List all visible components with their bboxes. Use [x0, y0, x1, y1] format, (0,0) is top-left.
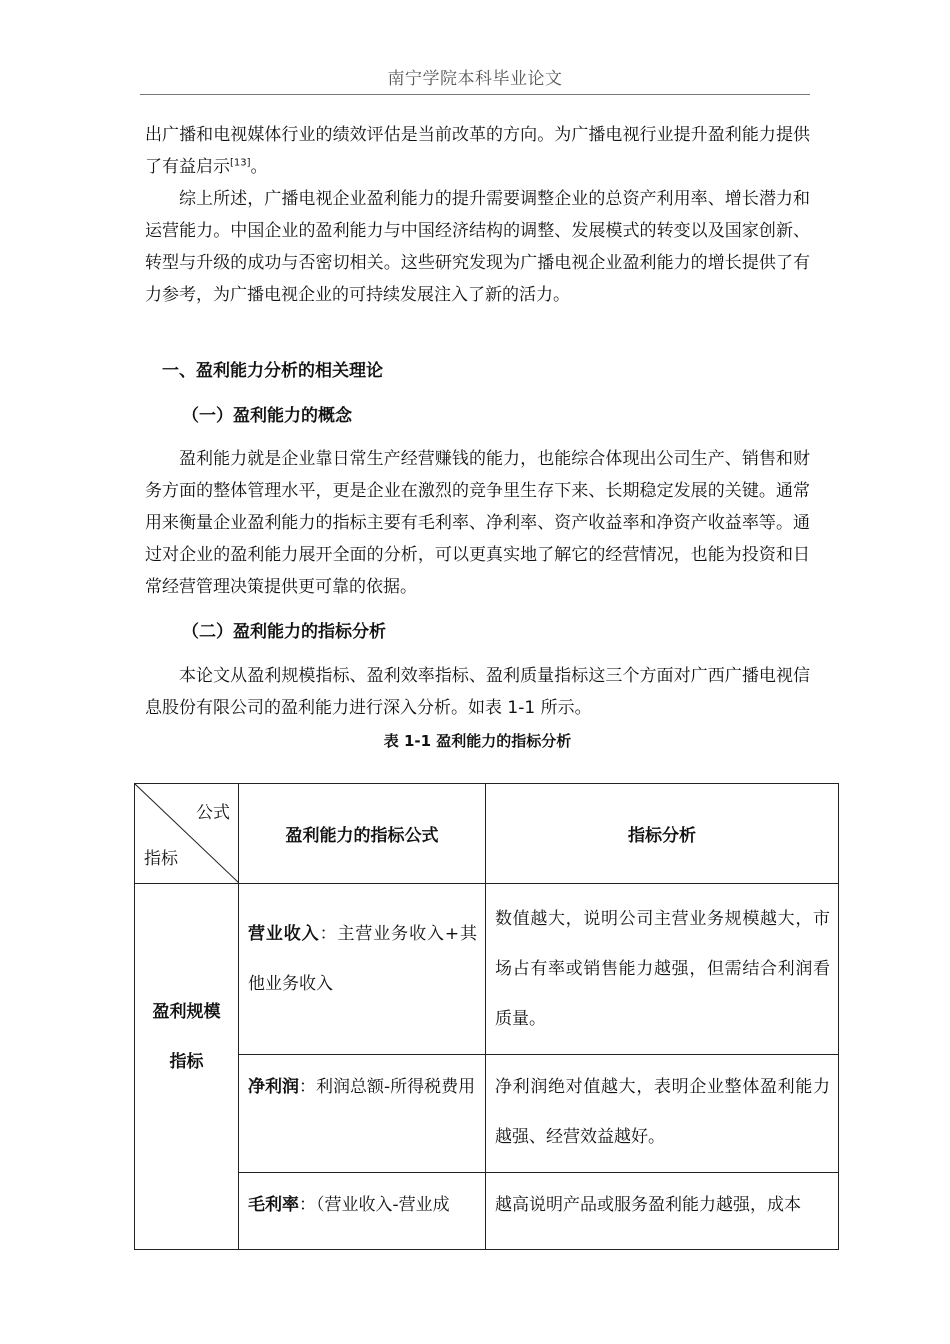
indicator-analysis: 数值越大，说明公司主营业务规模越大，市场占有率或销售能力越强，但需结合利润看质量。 — [495, 909, 830, 1029]
indicator-analysis: 越高说明产品或服务盈利能力越强，成本 — [495, 1195, 801, 1215]
corner-label-formula: 公式 — [196, 803, 230, 823]
indicator-table — [134, 783, 839, 1250]
table-row — [135, 1055, 839, 1173]
paragraph-end: 。 — [250, 157, 268, 177]
indicator-name: 营业收入 — [248, 924, 320, 944]
indicator-name: 净利润 — [248, 1077, 299, 1097]
subsection-heading-concept: （一）盈利能力的概念 — [182, 406, 352, 426]
indicator-formula: ：（营业收入-营业成 — [299, 1195, 450, 1215]
paragraph-summary: 综上所述，广播电视企业盈利能力的提升需要调整企业的总资产利用率、增长潜力和运营能力。中国企业的盈利能力与中国经济结构的调整、发展模式的转变以及国家创新、转型与升级的成功与否密切相关。这些研究发现为广播电视企业盈利能力的增长提供了有力参考，为广播电视企业的可持续发展注入了新的活力。 — [145, 189, 810, 305]
paragraph-intro-continuation — [145, 119, 810, 183]
indicator-name: 毛利率 — [248, 1195, 299, 1215]
table-row — [135, 1173, 839, 1250]
paragraph-text: 出广播和电视媒体行业的绩效评估是当前改革的方向。为广播电视行业提升盈利能力提供了有益启示 — [145, 125, 810, 177]
table-caption: 表 1-1 盈利能力的指标分析 — [383, 732, 572, 750]
section-heading: 一、盈利能力分析的相关理论 — [162, 361, 383, 381]
analysis-cell — [486, 1173, 839, 1250]
indicator-formula: ：主营业务收入+其他业务收入 — [248, 924, 478, 994]
analysis-cell — [486, 884, 839, 1055]
table-header-row — [135, 784, 839, 884]
group-cell — [135, 884, 239, 1250]
paragraph-indicators: 本论文从盈利规模指标、盈利效率指标、盈利质量指标这三个方面对广西广播电视信息股份有限公司的盈利能力进行深入分析。如表 1-1 所示。 — [145, 666, 810, 718]
indicator-analysis: 净利润绝对值越大，表明企业整体盈利能力越强、经营效益越好。 — [495, 1077, 830, 1147]
paragraph-concept: 盈利能力就是企业靠日常生产经营赚钱的能力，也能综合体现出公司生产、销售和财务方面的整体管理水平，更是企业在激烈的竞争里生存下来、长期稳定发展的关键。通常用来衡量企业盈利能力的指标主要有毛利率、净利率、资产收益率和净资产收益率等。通过对企业的盈利能力展开全面的分析，可以更真实地了解它的经营情况，也能为投资和日常经营管理决策提供更可靠的依据。 — [145, 449, 810, 597]
subsection-heading-indicators: （二）盈利能力的指标分析 — [182, 622, 386, 642]
table-row — [135, 884, 839, 1055]
formula-cell — [239, 1173, 486, 1250]
corner-cell — [135, 784, 239, 884]
indicator-formula: ：利润总额-所得税费用 — [299, 1077, 476, 1097]
group-label: 盈利规模指标 — [152, 1002, 221, 1072]
corner-label-indicator: 指标 — [144, 849, 178, 869]
formula-cell — [239, 1055, 486, 1173]
page-header: 南宁学院本科毕业论文 — [140, 64, 810, 95]
column-header-analysis: 指标分析 — [486, 784, 839, 884]
formula-cell — [239, 884, 486, 1055]
citation: [13] — [230, 157, 251, 169]
analysis-cell — [486, 1055, 839, 1173]
column-header-formula: 盈利能力的指标公式 — [239, 784, 486, 884]
